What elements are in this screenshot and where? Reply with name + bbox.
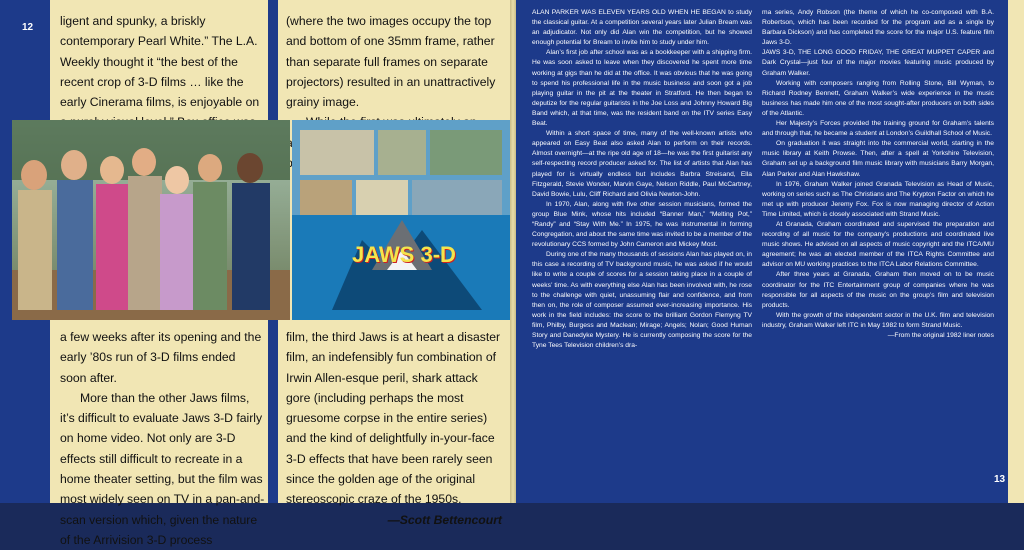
paragraph: a few weeks after its opening and the early ’80s run of 3-D films ended soon after. [60,330,262,385]
paragraph: Within a short space of time, many of the well-known artists who appeared on Easy Beat also asked Alan to perform on their records. Almost overnight—at the ripe old age of 18—he was the first guitarist any self-respecting record producer asked for. The list of artists that Alan has played for is virtually endless but includes Barbra Streisand, Ella Fitzgerald, Stevie Wonder, Marvin Gaye, Nelson Riddle, Paul McCartney, David Bowie, Lulu, Cliff Richard and Olivia Newton-John. [532,130,752,198]
paragraph: ma series, Andy Robson (the theme of which he co-composed with B.A. Robertson, which has been recorded for the program and as a single by Barbara Dickson) and has completed the score for the major U.S. feature film Jaws 3-D. [762,9,994,47]
column-divider-top [268,0,278,120]
paragraph: During one of the many thousands of sessions Alan has played on, in this case a recording of TV background music, he was asked if he would like to write a couple of scores for a session taking place in a couple of weeks’ time. As with everything else Alan has been involved with, he rose to the challenge with quiet, unassuming flair and confidence, and from then on, the role of composer assumed ever-increasing importance. His work in the field includes: the score to the brilliant Gordon Flemyng TV film, Philby, Burgess and Maclean; Mirage; Angels; Nolan; Good Human Story and Danedyke Mystery. He is currently composing the score for the Tyne Tees Television children’s dra- [532,251,752,350]
left-col2-bottom [286,327,502,530]
paragraph: Alan’s first job after school was as a bookkeeper with a shipping firm. He was soon asked to leave when they discovered he spent more time working at gigs than he did at the office. It was obvious that he was going to spend his professional life in the music business and soon got a job playing guitar in the pit at the theater in Stratford. He then began to deputize for the regular guitarists in the Joe Loss and Johnny Howard Big Band which, at that time, was the resident band on the ITV series Easy Beat. [532,49,752,128]
page-edge-strip-bottom [0,320,50,503]
paragraph: JAWS 3-D, THE LONG GOOD FRIDAY, THE GREAT MUPPET CAPER and Dark Crystal—just four of the major movies featuring music produced by Graham Walker. [762,49,994,77]
paragraph: In 1976, Graham Walker joined Granada Television as Head of Music, working on series such as The Christians and The Krypton Factor on which he met up with producer Jeremy Fox. Fox is now managing director of Action Time Limited, which is closely associated with Strand Music. [762,180,994,218]
cast-photo [12,120,290,320]
page-number: 13 [994,474,1006,485]
paragraph: (where the two images occupy the top and bottom of one 35mm frame, rather than separate full frames on separate projectors) resulted in an unattractively grainy image. [286,14,496,110]
paragraph: After three years at Granada, Graham then moved on to be music coordinator for the ITC Entertainment group of companies where he was responsible for all aspects of the music on the group’s film and television products. [762,271,994,309]
paragraph: ALAN PARKER WAS ELEVEN YEARS OLD WHEN HE BEGAN to study the classical guitar. At a competition several years later Julian Bream was an adjudicator. Not only did Alan win the competition, but he showed enough potential for Bream to invite him to study under him. [532,9,752,47]
paragraph: With the growth of the independent sector in the U.K. film and television industry, Graham Walker left ITC in May 1982 to form Strand Music. [762,311,994,329]
page-edge-strip [0,0,50,120]
paragraph: In 1970, Alan, along with five other session musicians, formed the group Blue Mink, whose hits included “Banner Man,” “Melting Pot,” “Randy” and “Stay With Me.” In 1975, he was instrumental in forming Congregation, and about the same time was invited to be a member of the revolutionary CCS formed by John Cameron and Mickey Most. [532,200,752,249]
paragraph: Her Majesty’s Forces provided the training ground for Graham’s talents and through that, he became a student at London’s Guildhall School of Music. [762,120,994,138]
poster-logo: JAWS 3-D [352,242,456,267]
paragraph: Working with composers ranging from Rolling Stone, Bill Wyman, to Richard Rodney Bennett, Graham Walker’s wide experience in the music business has made him one of the most sought-after producers on both sides of the Atlantic. [762,79,994,117]
right-col2 [762,8,994,341]
right-page [516,0,1024,503]
poster-image [292,120,510,320]
paragraph: ligent and spunky, a briskly contemporary Pearl White.” The L.A. Weekly thought it “the best of the recent crop of 3-D films … like the early Cinerama films, is enjoyable on [60,14,260,110]
paragraph: film, the third Jaws is at heart a disaster film, an indefensibly fun combination of Irwin Allen-esque peril, shark attack gore (including perhaps the most gruesome corpse in the entire series) and the kind of delightfully in-your-face 3-D effects that have been rarely seen since the golden age of the original stereoscopic craze of the 1950s. [286,330,501,507]
right-col1 [532,8,752,351]
signature: —Scott Bettencourt [387,512,502,527]
page-number: 12 [22,22,34,33]
paragraph: More than the other Jaws films, it’s difficult to evaluate Jaws 3-D fairly on home video. Not only are 3-D effects still difficult to recreate in a home theater setting, but the film was most widely seen on TV in a pan-and-scan version which, given the nature of the Arrivision 3-D process [60,390,265,547]
liner-notes-credit: —From the original 1982 liner notes [887,332,994,339]
page-edge-strip-mid [0,120,12,320]
paragraph: On graduation it was straight into the commercial world, starting in the music library at Keith Prowse. Then, after a spell at Yorkshire Television, Graham set up a background film music library with musicians Barry Morgan, Alan Parker and Alan Hawkshaw. [762,140,994,178]
left-page [0,0,510,547]
paragraph: At Granada, Graham coordinated and supervised the preparation and recording of all music for the company’s productions and coordinated live music shows. He advised on all aspects of music copyright and the ITCA/MU agreement; he was an elected member of the ITCA Rights Committee and advisor on MU working practices to the ITCA Labor Relations Committee. [762,220,994,269]
column-divider-bottom [268,320,278,503]
left-col1-bottom [60,327,265,550]
